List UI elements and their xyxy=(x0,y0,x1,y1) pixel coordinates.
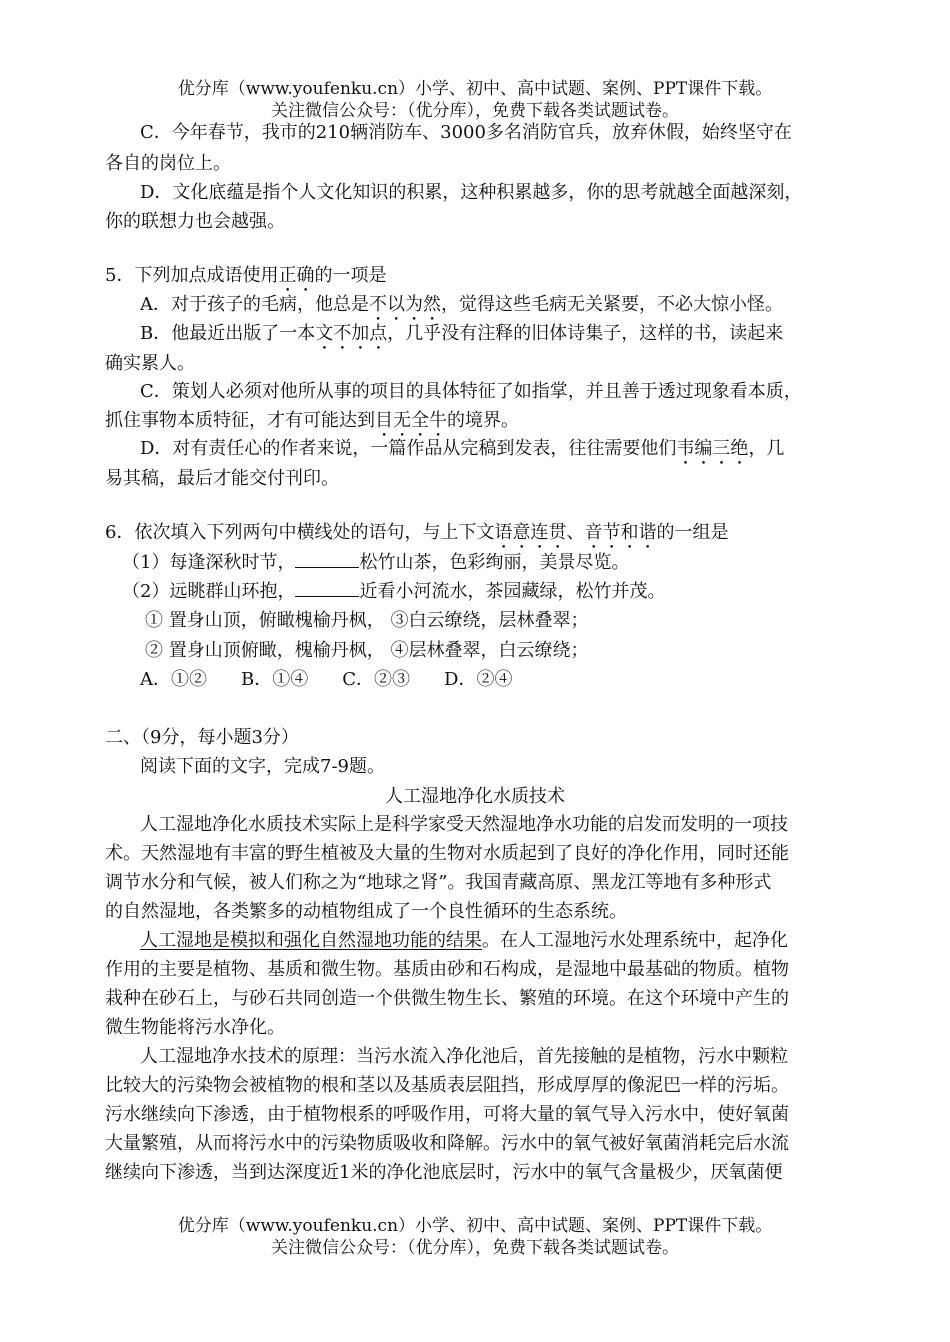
q6-stem-text: 6．依次填入下列两句中横线处的语句，与上下文 xyxy=(105,522,495,543)
p3-line5: 继续向下渗透，当到达深度近1米的净化池底层时，污水中的氧气含量极少，厌氧菌便 xyxy=(105,1162,783,1183)
q5-b-idiom: 文不加点 xyxy=(315,323,388,344)
q6-stem-sep: 、 xyxy=(566,522,585,543)
q5-stem-text-end: 的一项是 xyxy=(314,265,387,286)
q5-d-idiom: 韦编三绝 xyxy=(676,438,749,459)
page-header-line1: 优分库（www.youfenku.cn）小学、初中、高中试题、案例、PPT课件下载。 xyxy=(177,79,773,99)
page-header-line2: 关注微信公众号：（优分库），免费下载各类试题试卷。 xyxy=(271,101,679,121)
q6-choices xyxy=(140,668,546,692)
section2-instruction: 阅读下面的文字，完成7-9题。 xyxy=(140,756,385,777)
q4-option-d-line2: 你的联想力也会越强。 xyxy=(105,211,285,232)
q5-d-text-end: ，几 xyxy=(748,438,785,459)
section2-heading: 二、（9分，每小题3分） xyxy=(105,727,299,748)
q6-s2-text: （2）远眺群山环抱， xyxy=(122,581,296,602)
p1-line4: 的自然湿地，各类繁多的动植物组成了一个良性循环的生态系统。 xyxy=(105,901,627,922)
p3-line1: 人工湿地净水技术的原理：当污水流入净化池后，首先接触的是植物，污水中颗粒 xyxy=(140,1046,788,1067)
q6-s1-text-end: 松竹山茶，色彩绚丽，美景尽览。 xyxy=(359,552,630,573)
q5-a-text: A．对于孩子的毛病，他总是 xyxy=(140,294,369,315)
page-footer-line2: 关注微信公众号：（优分库），免费下载各类试题试卷。 xyxy=(271,1238,679,1258)
q5-option-b xyxy=(140,322,783,354)
p2-line2: 作用的主要是植物、基质和微生物。基质由砂和石构成，是湿地中最基础的物质。植物 xyxy=(105,959,789,980)
q4-option-d-line1: D．文化底蕴是指个人文化知识的积累，这种积累越多，你的思考就越全面越深刻， xyxy=(140,182,803,203)
q6-sentence-2 xyxy=(122,580,665,604)
p2-line1 xyxy=(140,929,788,953)
q5-option-b-line2: 确实累人。 xyxy=(105,353,195,374)
q6-choice-c: C．②③ xyxy=(342,669,411,690)
q5-b-text: B．他最近出版了一本 xyxy=(140,323,316,344)
q6-s2-blank xyxy=(295,580,359,597)
q6-s2-text-end: 近看小河流水，茶园藏绿，松竹并茂。 xyxy=(359,581,666,602)
p3-line2: 比较大的污染物会被植物的根和茎以及基质表层阻挡，形成厚厚的像泥巴一样的污垢。 xyxy=(105,1075,789,1096)
q6-options-line2: ② 置身山顶俯瞰，槐榆丹枫， ④层林叠翠，白云缭绕； xyxy=(145,640,589,661)
q6-options-line1: ① 置身山顶，俯瞰槐榆丹枫， ③白云缭绕，层林叠翠； xyxy=(145,610,589,631)
page-footer-line1: 优分库（www.youfenku.cn）小学、初中、高中试题、案例、PPT课件下载。 xyxy=(177,1216,773,1236)
q5-c-idiom: 目无全牛 xyxy=(375,410,447,431)
q5-stem xyxy=(105,264,386,296)
q5-c-text-end: 的境界。 xyxy=(447,410,519,431)
q5-stem-text: 5．下列加点成语使用 xyxy=(105,265,279,286)
q6-stem-text-end: 的一组是 xyxy=(656,522,729,543)
p1-line2: 术。天然湿地有丰富的野生植被及大量的生物对水质起到了良好的净化作用，同时还能 xyxy=(105,843,789,864)
q4-option-c-line1: C．今年春节，我市的210辆消防车、3000多名消防官兵，放弃休假，始终坚守在 xyxy=(140,122,792,143)
q5-a-text-end: ，觉得这些毛病无关紧要，不必大惊小怪。 xyxy=(441,294,783,315)
p2-line4: 微生物能将污水净化。 xyxy=(105,1017,285,1038)
q5-a-idiom: 不以为然 xyxy=(369,294,441,315)
q6-choice-d: D．②④ xyxy=(444,669,513,690)
q6-s1-text: （1）每逢深秋时节， xyxy=(122,552,296,573)
p2-line3: 栽种在砂石上，与砂石共同创造一个供微生物生长、繁殖的环境。在这个环境中产生的 xyxy=(105,988,789,1009)
q5-option-d-line2: 易其稿，最后才能交付刊印。 xyxy=(105,468,339,489)
q5-option-d xyxy=(140,437,784,469)
p3-line3: 污水继续向下渗透，由于植物根系的呼吸作用，可将大量的氧气导入污水中，使好氧菌 xyxy=(105,1104,789,1125)
q6-sentence-1 xyxy=(122,551,629,575)
p1-line1: 人工湿地净化水质技术实际上是科学家受天然湿地净水功能的启发而发明的一项技 xyxy=(140,814,788,835)
q5-d-text: D．对有责任心的作者来说，一篇作品从完稿到发表，往往需要他们 xyxy=(140,438,677,459)
q6-stem xyxy=(105,521,728,553)
q6-stem-emphasis-2: 音节和谐 xyxy=(584,522,657,543)
p3-line4: 大量繁殖，从而将污水中的污染物质吸收和降解。污水中的氧气被好氧菌消耗完后水流 xyxy=(105,1133,789,1154)
passage-title: 人工湿地净化水质技术 xyxy=(385,786,565,807)
q6-stem-emphasis-1: 语意连贯 xyxy=(494,522,567,543)
q5-b-text-end: ，几乎没有注释的旧体诗集子，这样的书，读起来 xyxy=(387,323,784,344)
p1-line3: 调节水分和气候，被人们称之为“地球之肾”。我国青藏高原、黑龙江等地有多种形式 xyxy=(105,872,772,893)
p2-underlined-sentence: 人工湿地是模拟和强化自然湿地功能的结果 xyxy=(140,930,482,951)
q6-choice-a: A．①② xyxy=(140,669,207,690)
q6-choice-b: B．①④ xyxy=(241,669,309,690)
p2-line1-rest: 。在人工湿地污水处理系统中，起净化 xyxy=(482,930,788,951)
q5-stem-emphasis: 正确 xyxy=(278,265,315,286)
q4-option-c-line2: 各自的岗位上。 xyxy=(105,153,231,174)
q6-s1-blank xyxy=(295,551,359,568)
q5-c-text: 抓住事物本质特征，才有可能达到 xyxy=(105,410,375,431)
q5-option-a xyxy=(140,293,783,325)
q5-option-c-line1: C．策划人必须对他所从事的项目的具体特征了如指掌，并且善于透过现象看本质， xyxy=(140,381,802,402)
